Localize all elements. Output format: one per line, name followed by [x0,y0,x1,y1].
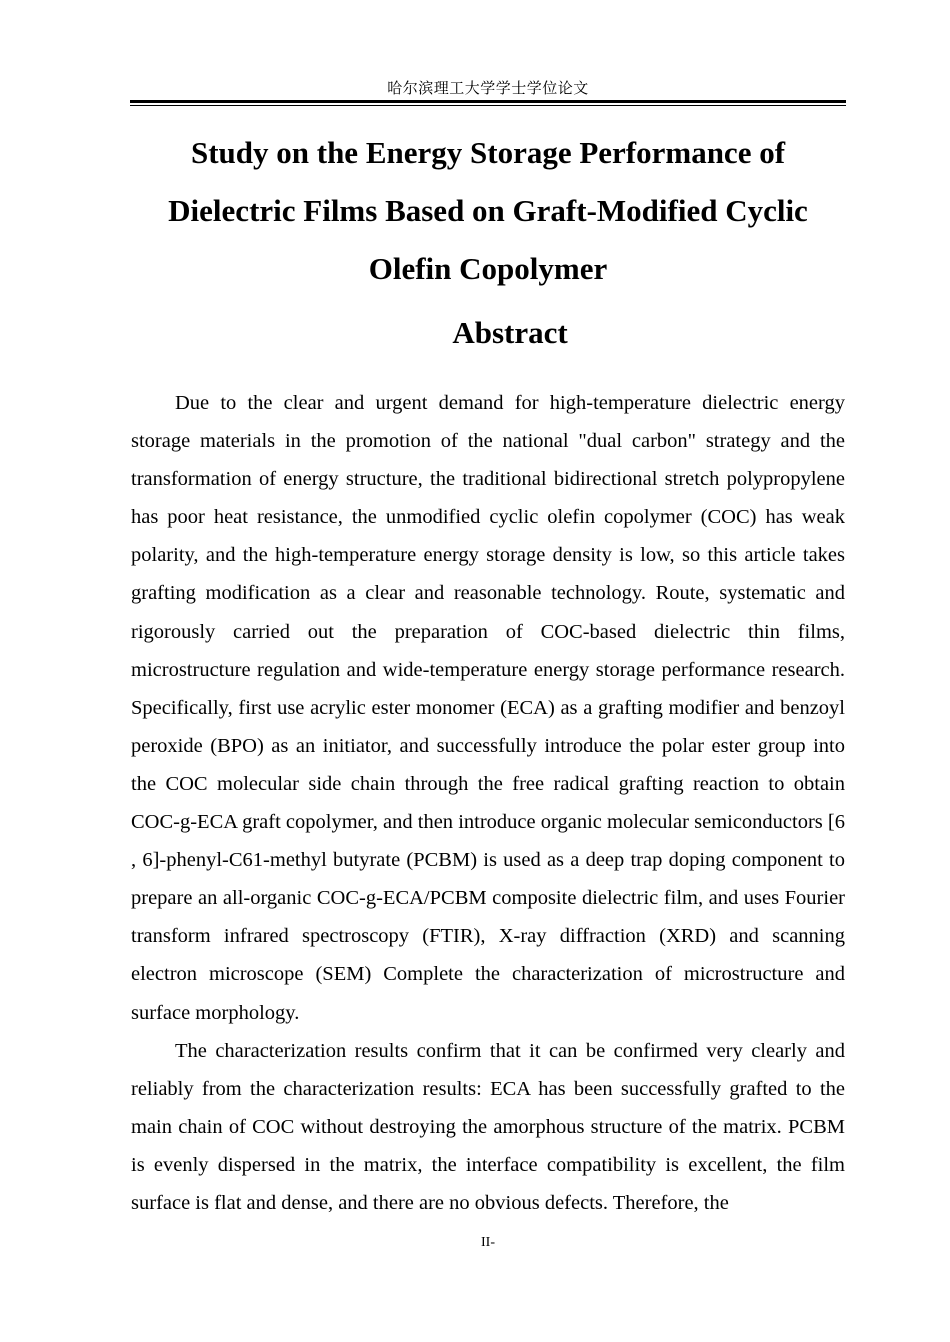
header-rule-thin [130,105,846,106]
abstract-body [131,384,845,1222]
abstract-paragraph-2: The characterization results confirm that it can be confirmed very clearly and reliably from the characterization results: ECA has been successfully grafted to the main chain of COC without destroying the amorphous structure of the matrix. PCBM is evenly dispersed in the matrix, the interface compatibility is excellent, the film surface is flat and dense, and there are no obvious defects. Therefore, the [131,1039,845,1214]
page-number: II- [481,1235,495,1250]
thesis-title: Study on the Energy Storage Performance of Dielectric Films Based on Graft-Modified Cyclic Olefin Copolymer [168,135,808,286]
header-rule-thick [130,100,846,103]
abstract-heading: Abstract [452,315,568,350]
running-header: 哈尔滨理工大学学士学位论文 [387,79,589,97]
abstract-paragraph-1: Due to the clear and urgent demand for high-temperature dielectric energy storage materials in the promotion of the national "dual carbon" strategy and the transformation of energy structure, the traditional bidirectional stretch polypropylene has poor heat resistance, the unmodified cyclic olefin copolymer (COC) has weak polarity, and the high-temperature energy storage density is low, so this article takes grafting modification as a clear and reasonable technology. Route, systematic and rigorously carried out the preparation of COC-based dielectric thin films, microstructure regulation and wide-temperature energy storage performance research. Specifically, first use acrylic ester monomer (ECA) as a grafting modifier and benzoyl peroxide (BPO) as an initiator, and successfully introduce the polar ester group into the COC molecular side chain through the free radical grafting reaction to obtain COC-g-ECA graft copolymer, and then introduce organic molecular semiconductors [6 , 6]-phenyl-C61-methyl butyrate (PCBM) is used as a deep trap doping component to prepare an all-organic COC-g-ECA/PCBM composite dielectric film, and uses Fourier transform infrared spectroscopy (FTIR), X-ray diffraction (XRD) and scanning electron microscope (SEM) Complete the characterization of microstructure and surface morphology. [131,392,845,1024]
